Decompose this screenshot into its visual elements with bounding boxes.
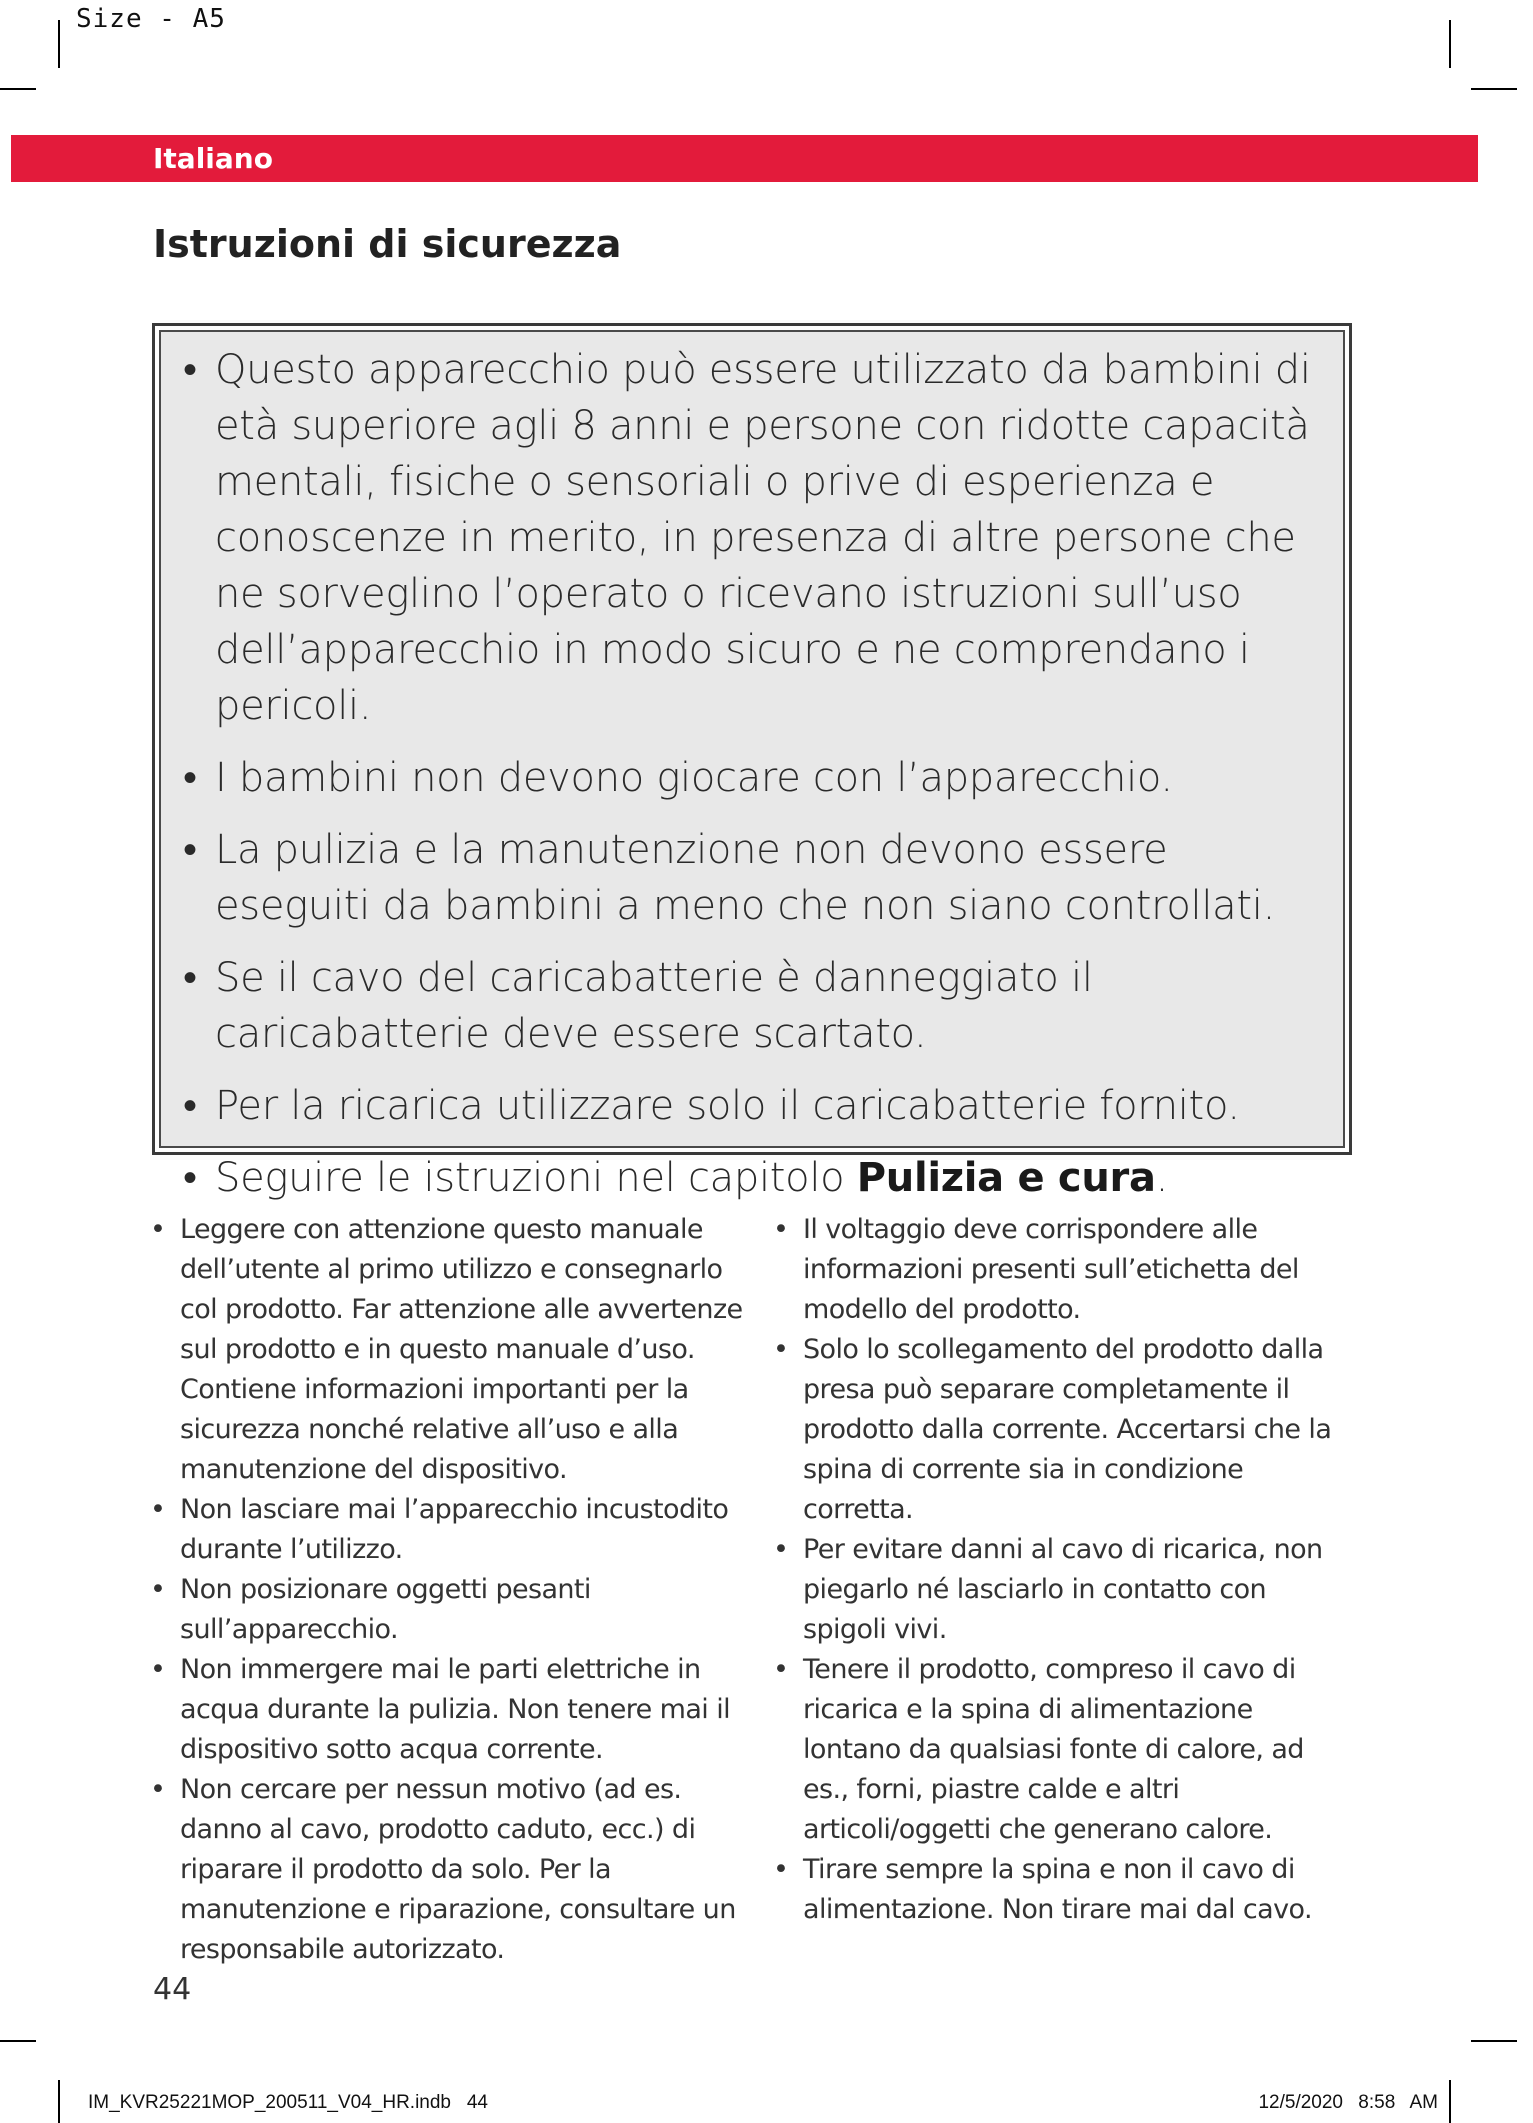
crop-mark	[1471, 88, 1517, 90]
warning-text: I bambini non devono giocare con l’apparecchio.	[215, 755, 1173, 801]
warning-item	[179, 750, 1329, 806]
warning-item	[179, 822, 1329, 934]
instruction-item	[773, 1850, 1353, 1930]
language-label: Italiano	[153, 142, 273, 175]
instruction-text: Non cercare per nessun motivo (ad es. danno al cavo, prodotto caduto, ecc.) di riparare il prodotto da solo. Per la manutenzione e riparazione, consultare un responsabile autorizzato.	[180, 1774, 736, 1965]
warning-box-inner	[159, 330, 1345, 1201]
file-slug: IM_KVR25221MOP_200511_V04_HR.indb 44	[88, 2092, 488, 2113]
instructions-left-column	[150, 1210, 750, 1970]
instruction-text: Per evitare danni al cavo di ricarica, non piegarlo né lasciarlo in contatto con spigoli vivi.	[803, 1534, 1323, 1645]
crop-mark	[1471, 2040, 1517, 2042]
instruction-item	[773, 1650, 1353, 1850]
print-date: 12/5/2020	[1258, 2092, 1343, 2113]
warning-list	[179, 342, 1329, 1222]
bullet-icon: •	[150, 1214, 166, 1245]
bullet-icon: •	[183, 1155, 197, 1201]
instruction-text: Tirare sempre la spina e non il cavo di alimentazione. Non tirare mai dal cavo.	[803, 1854, 1312, 1925]
bullet-icon: •	[773, 1534, 789, 1565]
instruction-item	[150, 1650, 750, 1770]
bullet-icon: •	[150, 1574, 166, 1605]
warning-text: Per la ricarica utilizzare solo il caricabatterie fornito.	[215, 1083, 1240, 1129]
crop-mark	[0, 2040, 36, 2042]
bullet-icon: •	[183, 827, 197, 873]
page-number: 44	[153, 1972, 192, 2007]
warning-text-prefix: Seguire le istruzioni nel capitolo	[215, 1155, 857, 1201]
warning-text: Questo apparecchio può essere utilizzato da bambini di età superiore agli 8 anni e persone con ridotte capacità mentali, fisiche o sensoriali o prive di esperienza e conoscenze in merito, in presenza di altre persone che ne sorveglino l’operato o ricevano istruzioni sull’uso dell’apparecchio in modo sicuro e ne comprendano i pericoli.	[215, 347, 1311, 729]
bullet-icon: •	[150, 1654, 166, 1685]
instruction-item	[150, 1770, 750, 1970]
bullet-icon: •	[773, 1854, 789, 1885]
section-title: Istruzioni di sicurezza	[153, 222, 622, 266]
chapter-reference: Pulizia e cura	[856, 1155, 1156, 1201]
instruction-text: Il voltaggio deve corrispondere alle informazioni presenti sull’etichetta del modello del prodotto.	[803, 1214, 1299, 1325]
bullet-icon: •	[773, 1334, 789, 1365]
instruction-text: Leggere con attenzione questo manuale dell’utente al primo utilizzo e consegnarlo col prodotto. Far attenzione alle avvertenze sul prodotto e in questo manuale d’uso. Contiene informazioni importanti per la sicurezza nonché relative all’uso e alla manutenzione del dispositivo.	[180, 1214, 743, 1485]
crop-mark	[58, 2080, 60, 2123]
bullet-icon: •	[183, 347, 197, 393]
instruction-item	[150, 1570, 750, 1650]
date-slug	[1258, 2092, 1438, 2114]
instruction-text: Non immergere mai le parti elettriche in acqua durante la pulizia. Non tenere mai il dispositivo sotto acqua corrente.	[180, 1654, 730, 1765]
crop-mark	[0, 88, 36, 90]
crop-mark	[58, 20, 60, 68]
instruction-text: Solo lo scollegamento del prodotto dalla presa può separare completamente il prodotto dalla corrente. Accertarsi che la spina di corrente sia in condizione corretta.	[803, 1334, 1332, 1525]
bullet-icon: •	[773, 1654, 789, 1685]
warning-text-suffix: .	[1155, 1155, 1169, 1201]
instructions-right-column	[773, 1210, 1353, 1930]
crop-mark	[1449, 20, 1451, 68]
instruction-text: Tenere il prodotto, compreso il cavo di ricarica e la spina di alimentazione lontano da qualsiasi fonte di calore, ad es., forni, piastre calde e altri articoli/oggetti che generano calore.	[803, 1654, 1304, 1845]
instruction-item	[773, 1210, 1353, 1330]
bullet-icon: •	[773, 1214, 789, 1245]
bullet-icon: •	[183, 955, 197, 1001]
print-time: 8:58 AM	[1358, 2092, 1438, 2113]
bullet-icon: •	[150, 1494, 166, 1525]
warning-item	[179, 1150, 1329, 1206]
instruction-text: Non lasciare mai l’apparecchio incustodito durante l’utilizzo.	[180, 1494, 729, 1565]
instruction-text: Non posizionare oggetti pesanti sull’apparecchio.	[180, 1574, 591, 1645]
bullet-icon: •	[150, 1774, 166, 1805]
bullet-icon: •	[183, 1083, 197, 1129]
instruction-item	[150, 1490, 750, 1570]
warning-box	[152, 323, 1352, 1201]
instruction-item	[773, 1330, 1353, 1530]
crop-mark	[1449, 2080, 1451, 2123]
warning-text: Se il cavo del caricabatterie è danneggiato il caricabatterie deve essere scartato.	[215, 955, 1093, 1057]
warning-text: La pulizia e la manutenzione non devono essere eseguiti da bambini a meno che non siano controllati.	[215, 827, 1275, 929]
bullet-icon: •	[183, 755, 197, 801]
warning-item	[179, 1078, 1329, 1134]
instruction-item	[773, 1530, 1353, 1650]
print-size-slug: Size - A5	[76, 4, 226, 34]
warning-item	[179, 950, 1329, 1062]
instruction-item	[150, 1210, 750, 1490]
warning-item	[179, 342, 1329, 734]
